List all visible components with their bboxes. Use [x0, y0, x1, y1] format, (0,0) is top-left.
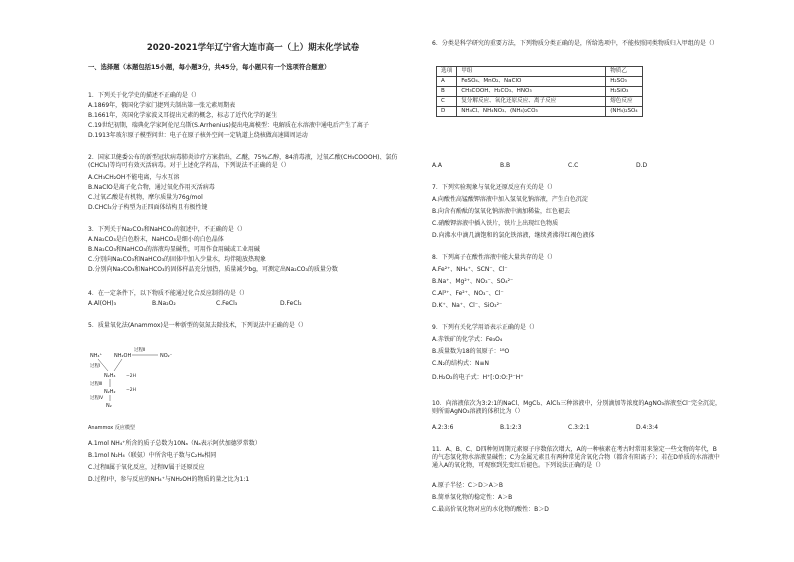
q1-option-b: B.1661年，英国化学家波义耳提出元素的概念，标志了近代化学的诞生: [88, 112, 278, 119]
q9-option-b: B.质量数为18的氧原子：¹⁸O: [432, 348, 510, 355]
diagram-p2: 过程Ⅱ: [134, 348, 146, 353]
q5-option-b: B.1mol N₂H₄（联氨）中所含电子数与C₂H₆相同: [88, 452, 217, 459]
table-cell: CH₃COOH、H₂CO₃、HNO₃: [457, 87, 606, 97]
diagram-n2: N₂: [106, 403, 112, 409]
q4-option-c: C.FeCl₃: [216, 300, 238, 307]
table-row: [437, 107, 643, 117]
q6-option-b: B.B: [500, 162, 511, 169]
q4-option-b: B.Na₂O₂: [152, 300, 176, 307]
q11-option-c: C.最高价氧化物对应的水化物的酸性：B＞D: [432, 506, 549, 513]
table-header: 选项: [437, 67, 457, 77]
q11-stem: 11．A、B、C、D四种短周期元素原子序数依次增大，A的一种核素在考古时常用来鉴定一些文物的年代，B的气态氢化物水溶液显碱性；C为金属元素且有两种常见含氧化合物（都含有阳离子）；若在D单质的水溶液中通入A的氧化物，可观察到先变红后褪色。下列说法正确的是（）: [432, 446, 720, 469]
diagram-nh2oh: NH₂OH: [114, 353, 132, 359]
q3-option-c: C.分别向Na₂CO₃和NaHCO₃的固体中加入少量水，均伴随放热现象: [88, 256, 266, 263]
diagram-no2: NO₂⁻: [160, 353, 173, 359]
q2-option-a: A.CH₃CH₂OH不能电离，与水互溶: [88, 174, 180, 181]
q10-option-d: D.4:3:4: [636, 424, 659, 431]
anammox-diagram: [88, 332, 218, 424]
q3-stem: 3．下列关于Na₂CO₃和NaHCO₃的叙述中，不正确的是（）: [88, 226, 246, 233]
q10-option-b: B.1:2:3: [500, 424, 522, 431]
q5-option-a: A.1mol NH₄⁺所含的质子总数为10Nₐ（Nₐ表示阿伏加德罗常数）: [88, 440, 261, 447]
q1-stem: 1．下列关于化学史的描述不正确的是（）: [88, 92, 200, 99]
q1-option-a: A.1869年，俄国化学家门捷列夫制出第一张元素周期表: [88, 102, 236, 109]
q2-option-b: B.NaClO是离子化合物，通过氧化作用灭活病毒: [88, 184, 215, 191]
diagram-p3: 过程Ⅲ: [90, 382, 103, 387]
table-cell: 熔色反应: [606, 97, 642, 107]
q6-option-d: D.D: [636, 162, 648, 169]
diagram-caption: Anammox 反应模型: [88, 425, 135, 431]
q9-stem: 9．下列有关化学用语表示正确的是（）: [432, 324, 538, 331]
table-cell: H₂SO₃: [606, 77, 642, 87]
q6-option-c: C.C: [568, 162, 579, 169]
q8-option-b: B.Na⁺、Mg²⁺、NO₃⁻、SO₄²⁻: [432, 278, 514, 285]
q9-option-a: A.赤铁矿的化学式：Fe₃O₄: [432, 336, 503, 343]
table-cell: A: [437, 77, 457, 87]
q8-option-a: A.Fe²⁺、NH₄⁺、SCN⁻、Cl⁻: [432, 266, 508, 273]
q7-stem: 7．下列实验现象与氧化还原反应有关的是（）: [432, 184, 556, 191]
q11-option-a: A.原子半径：C＞D＞A＞B: [432, 482, 503, 489]
q8-option-d: D.K⁺、Na⁺、Cl⁻、SiO₃²⁻: [432, 302, 503, 309]
q4-option-d: D.FeCl₂: [280, 300, 302, 307]
q2-stem: 2．国家卫健委公布的新型冠状病毒肺炎诊疗方案指出，乙醚，75%乙醇，84消毒液，过氧乙酸(CH₃COOOH)、氯仿(CHCl₃)等均可有效灭活病毒。对于上述化学药品，下列说法不正确的是（）: [88, 154, 398, 169]
q2-option-d: D.CHCl₃分子构型为正四面体结构且有极性键: [88, 204, 208, 211]
q6-table: [436, 66, 643, 117]
diagram-arrow-2: [114, 359, 122, 371]
q1-option-c: C.19世纪初期，瑞典化学家阿伦尼乌斯(S.Arrhenius)提出电离模型：电解质在水溶液中通电后产生了离子: [88, 122, 369, 129]
table-cell: FeSO₄、MnO₂、NaClO: [457, 77, 606, 87]
q7-option-b: B.向含有酚酞的氢氧化钠溶液中滴加稀盐，红色褪去: [432, 208, 571, 215]
q4-stem: 4．在一定条件下，以下物质不能通过化合反应制得的是（）: [88, 290, 248, 297]
q10-option-c: C.3:2:1: [568, 424, 590, 431]
table-cell: 复分解反应、氧化还原反应、离子反应: [457, 97, 606, 107]
diagram-p4: 过程Ⅳ: [90, 396, 104, 401]
q2-option-c: C.过氧乙酸是有机物，摩尔质量为76g/mol: [88, 194, 203, 201]
q10-option-a: A.2:3:6: [432, 424, 454, 431]
table-row: [437, 97, 643, 107]
q6-stem: 6．分类是科学研究的重要方法，下列物质分类正确的是，所给选项中，不能按照同类物质归入甲组的是（）: [432, 40, 718, 47]
q6-option-a: A.A: [432, 162, 443, 169]
q4-options: [88, 300, 344, 308]
q9-option-c: C.N₂的结构式：N≡N: [432, 360, 489, 367]
table-cell: H₂SiO₃: [606, 87, 642, 97]
q4-option-a: A.Al(OH)₃: [88, 300, 116, 307]
table-header: 物质乙: [606, 67, 642, 77]
q8-stem: 8．下列离子在酸性溶液中能大量共存的是（）: [432, 254, 556, 261]
table-row: [437, 87, 643, 97]
diagram-n2h4: N₂H₄: [104, 373, 116, 379]
q6-options: [432, 162, 704, 170]
diagram-minus2h-b: −2H: [126, 388, 137, 393]
table-cell: C: [437, 97, 457, 107]
diagram-minus2h-a: −2H: [126, 374, 137, 379]
q3-option-a: A.Na₂CO₃是白色粉末，NaHCO₃是细小的白色晶体: [88, 236, 224, 243]
table-cell: (NH₄)₂SO₄: [606, 107, 642, 117]
q3-option-d: D.分别向Na₂CO₃和NaHCO₃的固体样品充分加热，质量减少bg，可测定出Na₂CO₃的质量分数: [88, 266, 338, 273]
diagram-p1: 过程Ⅰ: [90, 364, 101, 369]
table-row: [437, 77, 643, 87]
table-header-row: [437, 67, 643, 77]
diagram-n2h2: N₂H₂: [104, 389, 116, 395]
q8-option-c: C.Al³⁺、Fe²⁺、NO₃⁻、Cl⁻: [432, 290, 504, 297]
q7-option-d: D.向沸水中滴几滴饱和的氯化铁溶液，继续煮沸得红褐色液体: [432, 232, 595, 239]
q5-option-d: D.过程Ⅰ中，参与反应的NH₄⁺与NH₂OH的物质的量之比为1:1: [88, 476, 250, 483]
q7-option-c: C.硝酸钾溶液中插入铁片，铁片上出现红色物质: [432, 220, 559, 227]
section-heading: 一、选择题（本题包括15小题，每小题3分，共45分，每小题只有一个选项符合题意）: [88, 64, 331, 71]
q1-option-d: D.1913年玻尔原子模型问世：电子在原子核外空间一定轨道上绕核做高速圆周运动: [88, 132, 308, 139]
q5-option-c: C.过程Ⅱ属于氧化反应，过程Ⅳ属于还原反应: [88, 464, 205, 471]
q9-option-d: D.H₂O₂的电子式：H⁺[:O:O:]²⁻H⁺: [432, 374, 524, 381]
exam-title: 2020-2021学年辽宁省大连市高一（上）期末化学试卷: [146, 43, 360, 53]
q7-option-a: A.向酸性高锰酸钾溶液中加入氢氧化钠溶液，产生白色沉淀: [432, 196, 588, 203]
q10-stem: 10．向溶液依次为3:2:1的NaCl、MgCl₂、AlCl₃三种溶液中，分别滴加等浓度的AgNO₃溶液至Cl⁻完全沉淀，则所需AgNO₃溶液的体积比为（）: [432, 400, 721, 415]
q5-stem: 5．质量氧化法(Anammox)是一种新型的氨氮去除技术，下列说法中正确的是（）: [88, 322, 307, 329]
q3-option-b: B.Na₂CO₃和NaHCO₃的溶液均显碱性，可用作食用碱或工业用碱: [88, 246, 260, 253]
q10-options: [432, 424, 704, 432]
q11-option-b: B.简单氢化物的稳定性：A＞B: [432, 494, 513, 501]
diagram-nh4: NH₄⁺: [90, 353, 103, 359]
table-cell: B: [437, 87, 457, 97]
table-cell: NH₄Cl、NH₄NO₃、(NH₄)₂CO₃: [457, 107, 606, 117]
table-cell: D: [437, 107, 457, 117]
table-header: 甲组: [457, 67, 606, 77]
